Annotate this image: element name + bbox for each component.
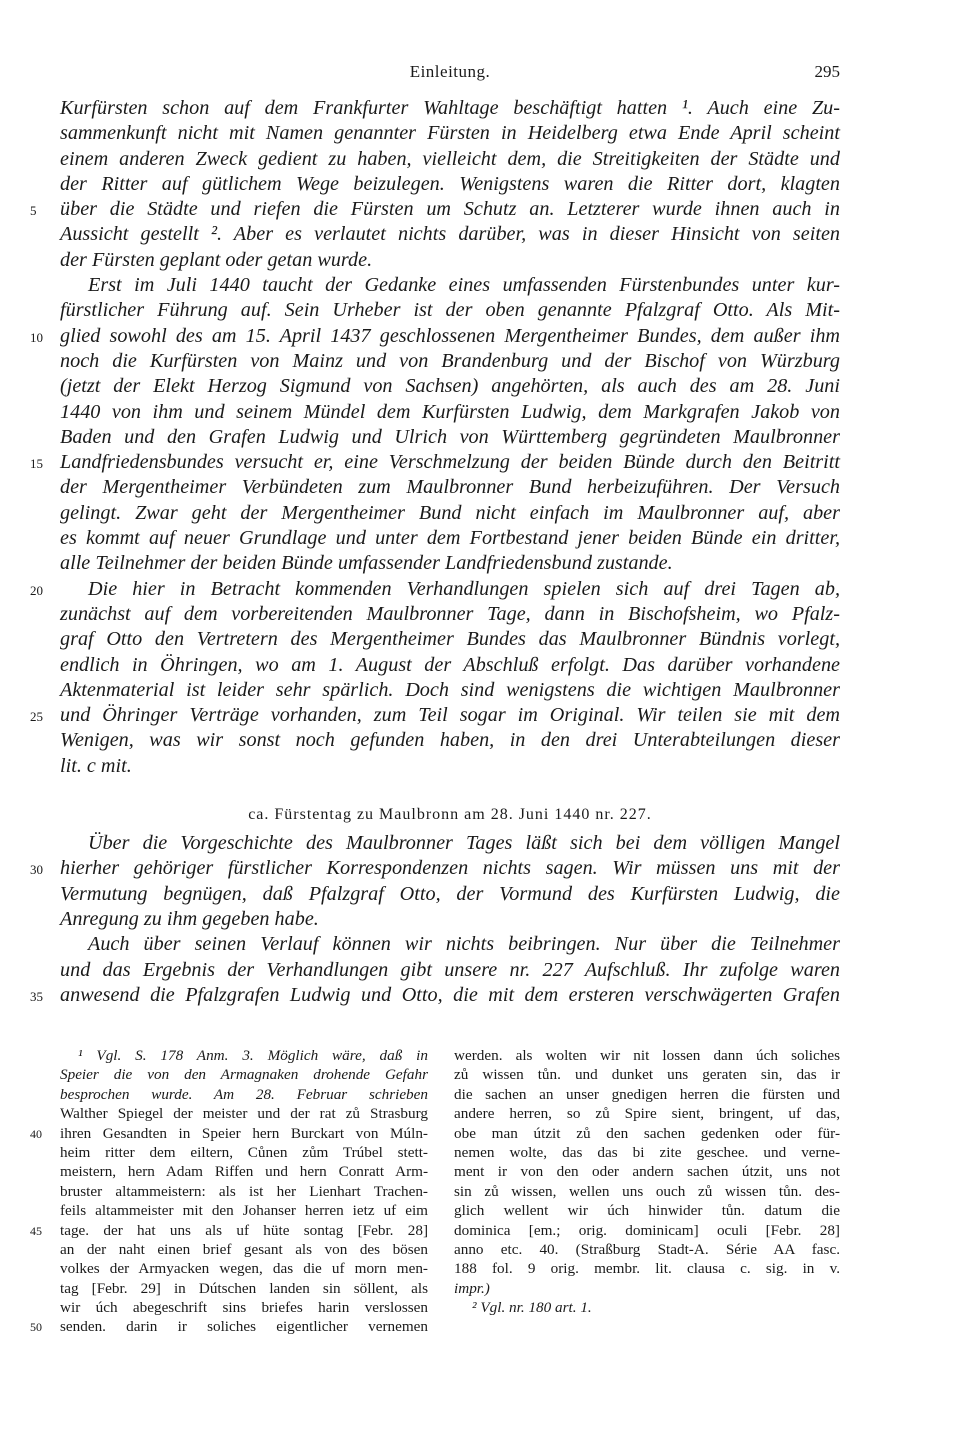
text-line	[60, 172, 840, 197]
line-text: Kurfürsten schon auf dem Frankfurter Wahltage beschäftigt hatten ¹. Auch eine Zu-	[60, 97, 840, 119]
line-text: Aktenmaterial ist leider sehr spärlich. Doch sind wenigstens die wichtigen Maulbronner	[60, 678, 840, 701]
line-text: tag [Febr. 29] in Dútschen landen sin söllent, als	[60, 1279, 428, 1297]
section-heading: ca. Fürstentag zu Maulbronn am 28. Juni 1440 nr. 227.	[248, 806, 652, 824]
footnote-column-right	[454, 1046, 840, 1317]
line-text: Vermutung begnügen, daß Pfalzgraf Otto, der Vormund des Kurfürsten Ludwig, die	[60, 882, 840, 905]
line-text: zů wissen tůn. und dunket uns geraten sin, das ir	[454, 1066, 840, 1084]
line-text: und Öhringer Verträge vorhanden, zum Teil sogar im Original. Wir teilen sie mit dem	[60, 704, 840, 727]
line-text: 1440 von ihm und seinem Mündel dem Kurfürsten Ludwig, dem Markgrafen Jakob von	[60, 400, 840, 423]
text-line	[60, 1259, 428, 1278]
line-text: dominica [em.; orig. dominicam] oculi [Febr. 28]	[454, 1221, 840, 1239]
line-text: glich wellent wir úch hinwider tůn. datum die	[454, 1202, 840, 1220]
text-line	[60, 1240, 428, 1259]
line-text: feils altammeister mit den Johanser herren ietz uf eim	[60, 1202, 428, 1220]
line-text: gelingt. Zwar geht der Mergentheimer Bund nicht einfach im Maulbronner auf, aber	[60, 501, 840, 524]
text-line	[30, 1317, 428, 1336]
line-text: besprochen wurde. Am 28. Februar schrieben	[60, 1085, 428, 1103]
text-line	[454, 1201, 840, 1220]
line-text: werden. als wolten wir nit lossen dann úch soliches	[454, 1047, 840, 1064]
line-text: (jetzt der Elekt Herzog Sigmund von Sachsen) angehörten, als auch des am 28. Juni	[60, 375, 840, 398]
line-text: bruster altammeistern: als ist her Lienhart Trachen-	[60, 1182, 428, 1200]
line-text: es kommt auf neuer Grundlage und unter dem Fortbestand jener beiden Bünde ein dritter,	[60, 527, 840, 550]
line-text: Erst im Juli 1440 taucht der Gedanke eines umfassenden Fürstenbundes unter kur-	[88, 274, 840, 297]
line-text: ² Vgl. nr. 180 art. 1.	[472, 1299, 592, 1317]
text-line	[454, 1182, 840, 1201]
line-text: sammenkunft nicht mit Namen genannter Fürsten in Heidelberg etwa Ende April scheint	[60, 122, 840, 145]
text-line	[454, 1065, 840, 1084]
page-number: 295	[814, 62, 840, 81]
text-line	[60, 475, 840, 500]
line-text: hierher gehöriger fürstlicher Korrespondenzen nichts sagen. Wir müssen uns mit der	[60, 857, 840, 880]
line-text: noch die Kurfürsten von Mainz und von Brandenburg und der Bischof von Würzburg	[60, 349, 840, 372]
text-line	[454, 1221, 840, 1240]
text-line	[60, 932, 840, 957]
line-text: Über die Vorgeschichte des Maulbronner Tages läßt sich bei dem völligen Mangel	[88, 832, 840, 855]
text-line	[60, 1279, 428, 1298]
footnotes	[30, 1046, 840, 1366]
text-line	[60, 1182, 428, 1201]
line-text: Wenigen, was wir sonst noch gefunden haben, in den drei Unterabteilungen dieser	[60, 729, 840, 752]
main-text	[30, 96, 840, 1008]
line-number: 15	[30, 456, 43, 472]
text-line	[60, 728, 840, 753]
text-line	[60, 907, 840, 932]
text-line	[60, 248, 840, 273]
running-title: Einleitung.	[409, 62, 491, 81]
text-line	[30, 324, 840, 349]
line-text: endlich in Öhringen, wo am 1. August der Abschluß erfolgt. Das darüber vorhandene	[60, 653, 840, 676]
text-line	[60, 1085, 428, 1104]
text-line	[30, 577, 840, 602]
text-line	[60, 882, 840, 907]
line-text: der Ritter auf gütlichem Wege beizulegen. Wenigstens waren die Ritter dort, klagten	[60, 172, 840, 195]
line-text: der Mergentheimer Verbündeten zum Maulbronner Bund herbeizuführen. Der Versuch	[60, 476, 840, 499]
text-line	[30, 856, 840, 881]
text-line	[30, 703, 840, 728]
line-text: impr.)	[454, 1279, 490, 1297]
line-text: anno etc. 40. (Straßburg Stadt-A. Série AA fasc.	[454, 1240, 840, 1258]
text-line	[60, 653, 840, 678]
line-text: tage. der hat uns als uf hüte sontag [Febr. 28]	[60, 1221, 428, 1239]
line-number: 50	[30, 1320, 42, 1335]
text-line	[454, 1298, 840, 1317]
line-text: an der naht einen brief gesant als von des bösen	[60, 1240, 428, 1258]
line-text: nemen wolte, das das bi zite geschee. und verne-	[454, 1143, 840, 1161]
line-text: graf Otto den Vertretern des Mergentheimer Bundes das Maulbronner Bündnis vorlegt,	[60, 628, 840, 651]
text-line	[60, 1143, 428, 1162]
text-line	[30, 1124, 428, 1143]
line-number: 35	[30, 988, 43, 1004]
line-text: ihren Gesandten in Speier hern Burckart von Múln-	[60, 1124, 428, 1142]
text-line	[60, 1065, 428, 1084]
text-line	[60, 831, 840, 856]
line-text: Baden und den Grafen Ludwig und Ulrich von Württemberg gegründeten Maulbronner	[60, 425, 840, 448]
line-text: sin zů wissen, wellen uns ouch zů wissen tůn. des-	[454, 1182, 840, 1200]
text-line	[60, 400, 840, 425]
line-number: 10	[30, 329, 43, 345]
footnote-column-left	[30, 1046, 428, 1337]
text-line	[60, 1162, 428, 1181]
text-line	[60, 754, 840, 779]
line-text: andere herren, so zů Spire sient, bringent, uf das,	[454, 1105, 840, 1123]
line-text: senden. darin ir soliches eigentlicher vernemen	[60, 1318, 428, 1336]
text-line	[60, 273, 840, 298]
text-line	[60, 627, 840, 652]
line-text: Die hier in Betracht kommenden Verhandlungen spielen sich auf drei Tagen ab,	[88, 577, 840, 600]
text-line	[60, 349, 840, 374]
text-line	[60, 678, 840, 703]
running-header	[60, 62, 840, 86]
line-text: einem anderen Zweck gedient zu haben, vielleicht dem, die Streitigkeiten der Städte und	[60, 147, 840, 170]
line-text: Anregung zu ihm gegeben habe.	[60, 907, 319, 930]
text-line	[454, 1279, 840, 1298]
line-text: Auch über seinen Verlauf können wir nichts beibringen. Nur über die Teilnehmer	[88, 933, 840, 956]
line-text: glied sowohl des am 15. April 1437 geschlossenen Mergentheimer Bundes, dem außer ihm	[60, 324, 840, 347]
line-text: Walther Spiegel der meister und der rat zů Strasburg	[60, 1105, 428, 1123]
line-text: der Fürsten geplant oder getan wurde.	[60, 248, 373, 271]
line-text: die sachen an unser gnedigen herren die fürsten und	[454, 1085, 840, 1103]
line-number: 25	[30, 709, 43, 725]
line-text: und das Ergebnis der Verhandlungen gibt unsere nr. 227 Aufschluß. Ihr zufolge waren	[60, 958, 840, 981]
line-text: lit. c mit.	[60, 754, 132, 777]
text-line	[60, 425, 840, 450]
line-text: volkes der Armyacken wegen, das die uf morn men-	[60, 1260, 428, 1278]
line-number: 45	[30, 1223, 42, 1238]
text-line	[60, 374, 840, 399]
text-line	[30, 450, 840, 475]
line-text: Speier die von den Armagnaken drohende Gefahr	[60, 1066, 428, 1084]
text-line	[60, 1298, 428, 1317]
text-line	[60, 121, 840, 146]
text-line	[30, 983, 840, 1008]
line-text: alle Teilnehmer der beiden Bünde umfassender Landfriedensbund zustande.	[60, 552, 673, 575]
line-text: über die Städte und riefen die Fürsten um Schutz an. Letzterer wurde ihnen auch in	[60, 198, 840, 221]
text-line	[454, 1162, 840, 1181]
line-text: zunächst auf dem vorbereitenden Maulbronner Tage, dann in Bischofsheim, wo Pfalz-	[60, 602, 840, 625]
line-text: wir úch abegeschrift sins briefes harin verslossen	[60, 1299, 428, 1317]
text-line	[60, 96, 840, 121]
text-line	[30, 197, 840, 222]
line-text: anwesend die Pfalzgrafen Ludwig und Otto, die mit dem ersteren verschwägerten Grafen	[60, 983, 840, 1006]
text-line	[60, 602, 840, 627]
text-line	[454, 1143, 840, 1162]
text-line	[60, 958, 840, 983]
text-line	[60, 147, 840, 172]
text-line	[60, 1201, 428, 1220]
text-line	[60, 1046, 428, 1065]
text-line	[454, 1104, 840, 1123]
line-text: ¹ Vgl. S. 178 Anm. 3. Möglich wäre, daß in	[78, 1047, 428, 1064]
line-text: Landfriedensbundes versucht er, eine Verschmelzung der beiden Bünde durch den Beitritt	[60, 451, 840, 474]
text-line	[60, 298, 840, 323]
line-text: Aussicht gestellt ². Aber es verlautet nichts darüber, was in dieser Hinsicht von seiten	[60, 223, 840, 246]
line-text: 188 fol. 9 orig. membr. lit. clausa c. sig. in v.	[454, 1260, 840, 1278]
text-line	[454, 1124, 840, 1143]
text-line	[60, 526, 840, 551]
line-text: ment ir von den oder andern sachen útzit, uns not	[454, 1163, 840, 1181]
line-number: 5	[30, 203, 37, 219]
text-line	[454, 1259, 840, 1278]
text-line	[60, 551, 840, 576]
text-line	[454, 1046, 840, 1065]
text-line	[60, 501, 840, 526]
line-text: fürstlicher Führung auf. Sein Urheber ist der oben genannte Pfalzgraf Otto. Als Mit-	[60, 299, 840, 322]
line-text: meistern, hern Adam Riffen und hern Conratt Arm-	[60, 1163, 428, 1181]
line-text: obe man útzit zů den sachen gedenken oder für-	[454, 1124, 840, 1142]
line-number: 40	[30, 1126, 42, 1141]
text-line	[454, 1240, 840, 1259]
line-number: 20	[30, 582, 43, 598]
text-line	[30, 1221, 428, 1240]
line-text: heim ritter dem eiltern, Cůnen zům Trúbel stett-	[60, 1143, 428, 1161]
text-line	[454, 1085, 840, 1104]
text-line	[60, 222, 840, 247]
text-line	[60, 1104, 428, 1123]
line-number: 30	[30, 862, 43, 878]
